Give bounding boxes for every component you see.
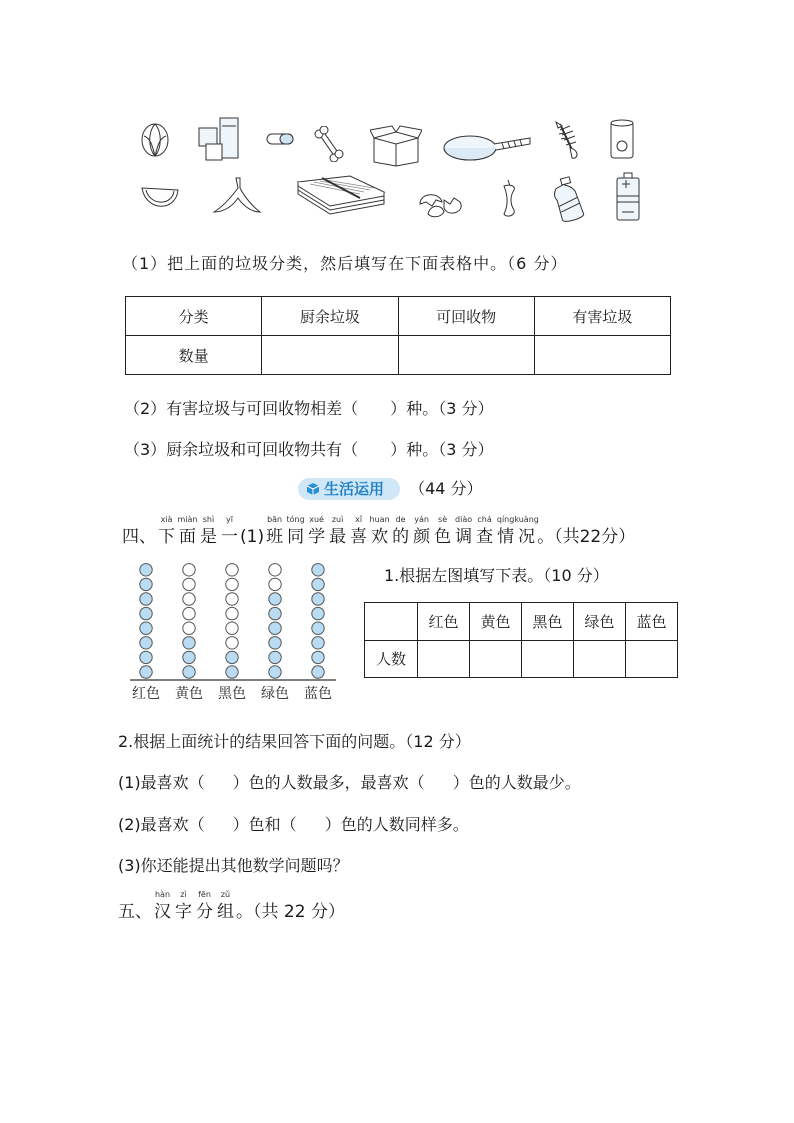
- pictograph-circle: [269, 637, 281, 649]
- pictograph-circle: [226, 666, 238, 678]
- heading-char: [139, 527, 156, 547]
- category-label: 黄色: [175, 686, 203, 702]
- char: 班: [266, 527, 284, 547]
- char: 查: [476, 527, 494, 547]
- apple-core-icon: [496, 178, 522, 220]
- pictograph-circle: [269, 578, 281, 590]
- answer-cell[interactable]: [522, 640, 574, 678]
- pinyin-annotation: yán: [414, 515, 429, 524]
- pinyin-annotation: chá: [477, 515, 492, 524]
- pinyin-annotation: zì: [180, 890, 187, 899]
- char: 汉: [154, 902, 171, 922]
- q3-text-after: ）种。（3 分）: [390, 440, 494, 459]
- table-header-cell: 蓝色: [626, 603, 678, 641]
- heading-char: [432, 515, 453, 547]
- pictograph-circle: [312, 651, 324, 663]
- question-text: ）色的人数同样多。: [324, 815, 469, 834]
- pictograph-chart: [126, 556, 338, 706]
- char: 最: [329, 527, 347, 547]
- category-label: 黑色: [218, 686, 246, 702]
- heading-char: [285, 515, 306, 547]
- char: 色: [434, 527, 452, 547]
- pictograph-circle: [226, 564, 238, 576]
- pictograph-circle: [183, 593, 195, 605]
- pinyin-annotation: bān: [267, 515, 283, 524]
- char: 情: [497, 527, 515, 547]
- heading-char: [514, 515, 539, 547]
- pictograph-circle: [312, 666, 324, 678]
- table-header-cell: 可回收物: [398, 297, 534, 336]
- char: 一: [221, 527, 238, 547]
- pinyin-annotation: xǐ: [355, 515, 363, 524]
- bone-icon: [314, 126, 344, 162]
- char: 欢: [371, 527, 389, 547]
- battery-capsule-icon: [266, 132, 294, 146]
- pictograph-circle: [140, 651, 152, 663]
- q2-line: [124, 399, 493, 419]
- pictograph-circle: [183, 622, 195, 634]
- heading-char: [369, 515, 390, 547]
- category-label: 绿色: [261, 686, 289, 702]
- heading-char: [177, 515, 198, 547]
- answer-cell[interactable]: [398, 336, 534, 375]
- heading-char: [453, 515, 474, 547]
- pictograph-circle: [140, 607, 152, 619]
- char: 调: [455, 527, 473, 547]
- char: 、: [139, 527, 156, 547]
- answer-cell[interactable]: [534, 336, 670, 375]
- pictograph-circle: [140, 578, 152, 590]
- pinyin-annotation: fēn: [198, 890, 211, 899]
- section-score: （44 分）: [409, 479, 483, 498]
- pictograph-circle: [183, 637, 195, 649]
- category-label: 红色: [132, 686, 160, 702]
- pictograph-circle: [183, 578, 195, 590]
- q3-line: [124, 440, 493, 460]
- q4-sub1: 1.根据左图填写下表。（10 分）: [384, 566, 609, 585]
- heading-char: [118, 902, 135, 922]
- heading-char: [135, 902, 152, 922]
- pictograph-circle: [312, 578, 324, 590]
- table-header-cell: 厨余垃圾: [262, 297, 398, 336]
- heading-char: [156, 515, 177, 547]
- q4-heading: [122, 515, 636, 547]
- cube-icon: [306, 482, 320, 496]
- pictograph-circle: [226, 593, 238, 605]
- pictograph-circle: [312, 622, 324, 634]
- q3-text-before: （3）厨余垃圾和可回收物共有（: [124, 440, 359, 459]
- pictograph-circle: [183, 564, 195, 576]
- section-header: [298, 478, 483, 500]
- pictograph-circle: [140, 622, 152, 634]
- pictograph-circle: [140, 593, 152, 605]
- pinyin-annotation: xué: [309, 515, 324, 524]
- table-header-cell: 分类: [126, 297, 262, 336]
- pictograph-circle: [183, 651, 195, 663]
- pictograph-circle: [183, 666, 195, 678]
- table-header-cell: 黄色: [470, 603, 522, 641]
- pinyin-annotation: de: [395, 515, 406, 524]
- pinyin-annotation: shì: [202, 515, 215, 524]
- q1-instruction: （1）把上面的垃圾分类，然后填写在下面表格中。（6 分）: [122, 254, 568, 273]
- banana-peel-icon: [212, 176, 262, 216]
- pinyin-annotation: zuì: [331, 515, 344, 524]
- char: 的: [392, 527, 410, 547]
- fish-bone-icon: [552, 120, 582, 160]
- pictograph-circle: [140, 564, 152, 576]
- answer-cell[interactable]: [262, 336, 398, 375]
- watermelon-rind-icon: [140, 182, 180, 212]
- char: 组: [217, 902, 234, 922]
- char: 字: [175, 902, 192, 922]
- heading-char: [219, 515, 240, 547]
- q2-text-before: （2）有害垃圾与可回收物相差（: [124, 399, 359, 418]
- pictograph-circle: [226, 637, 238, 649]
- plastic-bottle-icon: [552, 176, 586, 224]
- q4-heading-suffix: 。（共22分）: [537, 527, 636, 547]
- pinyin-annotation: miàn: [177, 515, 198, 524]
- pinyin-annotation: qíng: [496, 515, 515, 524]
- pinyin-annotation: sè: [438, 515, 448, 524]
- can-icon: [608, 118, 636, 160]
- answer-cell[interactable]: [418, 640, 470, 678]
- section-badge: [298, 478, 400, 500]
- heading-char: [215, 890, 236, 922]
- char: 、: [135, 902, 152, 922]
- pinyin-annotation: kuàng: [514, 515, 539, 524]
- char: 下: [158, 527, 175, 547]
- answer-cell[interactable]: [574, 640, 626, 678]
- table-header-cell: [365, 603, 418, 641]
- pictograph-circle: [226, 578, 238, 590]
- pictograph-circle: [269, 564, 281, 576]
- pictograph-circle: [226, 607, 238, 619]
- heading-char: [348, 515, 369, 547]
- pinyin-annotation: tóng: [286, 515, 305, 524]
- pictograph-circle: [269, 651, 281, 663]
- color-count-table: [364, 602, 678, 678]
- category-label: 蓝色: [304, 686, 332, 702]
- heading-char: [411, 515, 432, 547]
- frying-pan-icon: [442, 130, 532, 170]
- pictograph-circle: [269, 666, 281, 678]
- heading-char: [240, 527, 264, 547]
- pictograph-circle: [226, 651, 238, 663]
- heading-char: [173, 890, 194, 922]
- pictograph-circle: [269, 593, 281, 605]
- eggshell-icon: [418, 186, 466, 218]
- q4-sub2: 2.根据上面统计的结果回答下面的问题。（12 分）: [118, 732, 471, 751]
- section-badge-label: 生活运用: [324, 480, 385, 498]
- char: 五: [118, 902, 135, 922]
- pictograph-circle: [183, 607, 195, 619]
- q2-text-after: ）种。（3 分）: [390, 399, 494, 418]
- milk-carton-icon: [196, 114, 242, 162]
- pictograph-circle: [140, 666, 152, 678]
- char: 四: [122, 527, 139, 547]
- table-header-cell: 红色: [418, 603, 470, 641]
- char: 分: [196, 902, 213, 922]
- q4-question-3[interactable]: (3)你还能提出其他数学问题吗？: [118, 856, 349, 875]
- table-header-cell: 绿色: [574, 603, 626, 641]
- pictograph-circle: [312, 564, 324, 576]
- question-text: (2)最喜欢（: [118, 815, 205, 834]
- heading-char: [474, 515, 495, 547]
- pinyin-annotation: yī: [226, 515, 233, 524]
- heading-char: [122, 527, 139, 547]
- heading-char: [390, 515, 411, 547]
- char: 学: [308, 527, 326, 547]
- question-text: ）色的人数最少。: [452, 773, 581, 792]
- char: 同: [287, 527, 305, 547]
- pinyin-annotation: xià: [160, 515, 173, 524]
- pictograph-circle: [269, 607, 281, 619]
- char: 况: [518, 527, 536, 547]
- q4-question-2: [118, 815, 469, 835]
- heading-char: [306, 515, 327, 547]
- q5-heading: [118, 890, 345, 922]
- question-text: ）色和（: [232, 815, 297, 834]
- pinyin-annotation: hàn: [154, 890, 171, 899]
- cabbage-icon: [136, 118, 174, 158]
- heading-char: [495, 515, 516, 547]
- char: 颜: [413, 527, 431, 547]
- cardboard-box-icon: [370, 124, 422, 168]
- battery-icon: [614, 172, 642, 222]
- heading-char: [152, 890, 173, 922]
- table-header-cell: 有害垃圾: [534, 297, 670, 336]
- heading-char: [198, 515, 219, 547]
- pinyin-annotation: diào: [455, 515, 473, 524]
- q4-question-1: [118, 773, 581, 793]
- classification-table: [125, 296, 671, 375]
- char: 喜: [350, 527, 368, 547]
- pictograph-circle: [140, 637, 152, 649]
- answer-cell[interactable]: [470, 640, 522, 678]
- heading-char: [264, 515, 285, 547]
- q5-heading-suffix: 。（共 22 分）: [236, 902, 345, 922]
- char: (1): [240, 527, 265, 547]
- pictograph-circle: [312, 637, 324, 649]
- pictograph-circle: [312, 607, 324, 619]
- char: 面: [179, 527, 196, 547]
- answer-cell[interactable]: [626, 640, 678, 678]
- char: 是: [200, 527, 217, 547]
- question-text: ）色的人数最多，最喜欢（: [232, 773, 425, 792]
- table-header-cell: 黑色: [522, 603, 574, 641]
- pictograph-circle: [269, 622, 281, 634]
- heading-char: [194, 890, 215, 922]
- pinyin-annotation: huan: [369, 515, 390, 524]
- table-row-label: 数量: [126, 336, 262, 375]
- table-row-label: 人数: [365, 640, 418, 678]
- pictograph-circle: [312, 593, 324, 605]
- heading-char: [327, 515, 348, 547]
- pictograph-circle: [226, 622, 238, 634]
- pinyin-annotation: zǔ: [220, 890, 231, 899]
- question-text: (1)最喜欢（: [118, 773, 205, 792]
- newspaper-stack-icon: [290, 172, 388, 220]
